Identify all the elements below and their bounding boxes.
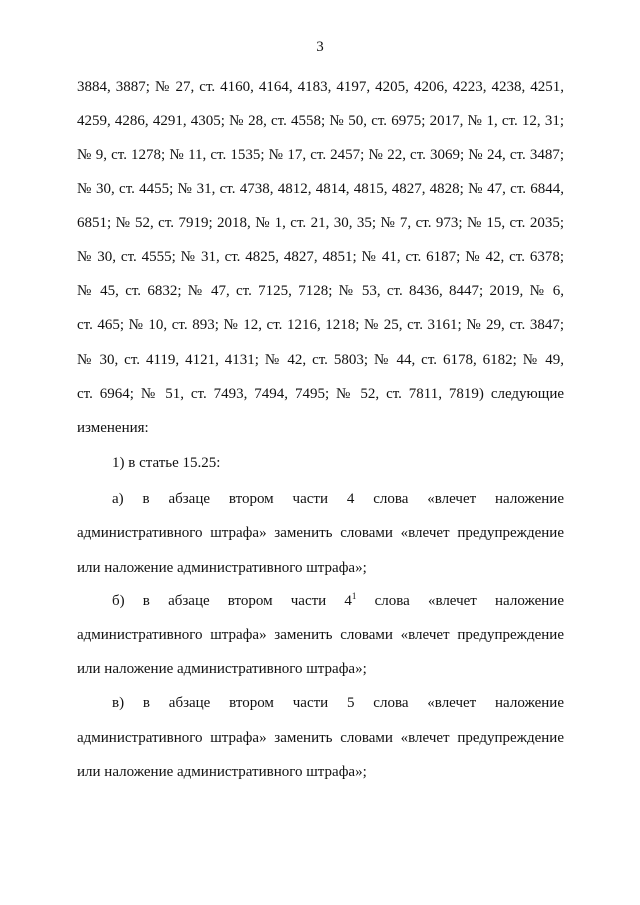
item-a-line-3: или наложение административного штрафа»; <box>77 560 367 576</box>
item-b-line-1 <box>112 591 564 611</box>
item-a-line-1: а) в абзаце втором части 4 слова «влечет наложение <box>112 491 564 507</box>
item-a-line-2: административного штрафа» заменить словами «влечет предупреждение <box>77 525 564 541</box>
body-line-1: 3884, 3887; № 27, ст. 4160, 4164, 4183, 4197, 4205, 4206, 4223, 4238, 4251, <box>77 79 564 95</box>
body-line-8: ст. 465; № 10, ст. 893; № 12, ст. 1216, 1218; № 25, ст. 3161; № 29, ст. 3847; <box>77 317 564 333</box>
body-line-3: № 9, ст. 1278; № 11, ст. 1535; № 17, ст. 2457; № 22, ст. 3069; № 24, ст. 3487; <box>77 147 564 163</box>
item-b-line-2: административного штрафа» заменить словами «влечет предупреждение <box>77 627 564 643</box>
body-line-10: ст. 6964; № 51, ст. 7493, 7494, 7495; № 52, ст. 7811, 7819) следующие <box>77 386 564 402</box>
item-b-line-1-after: слова «влечет наложение <box>356 593 564 609</box>
body-line-7: № 45, ст. 6832; № 47, ст. 7125, 7128; № 53, ст. 8436, 8447; 2019, № 6, <box>77 283 564 299</box>
body-line-5: 6851; № 52, ст. 7919; 2018, № 1, ст. 21, 30, 35; № 7, ст. 973; № 15, ст. 2035; <box>77 215 564 231</box>
body-line-9: № 30, ст. 4119, 4121, 4131; № 42, ст. 5803; № 44, ст. 6178, 6182; № 49, <box>77 352 564 368</box>
item-c-line-2: административного штрафа» заменить словами «влечет предупреждение <box>77 730 564 746</box>
item-c-line-1: в) в абзаце втором части 5 слова «влечет наложение <box>112 695 564 711</box>
body-line-4: № 30, ст. 4455; № 31, ст. 4738, 4812, 4814, 4815, 4827, 4828; № 47, ст. 6844, <box>77 181 564 197</box>
page-number: 3 <box>316 39 324 55</box>
body-line-6: № 30, ст. 4555; № 31, ст. 4825, 4827, 4851; № 41, ст. 6187; № 42, ст. 6378; <box>77 249 564 265</box>
body-line-2: 4259, 4286, 4291, 4305; № 28, ст. 4558; № 50, ст. 6975; 2017, № 1, ст. 12, 31; <box>77 113 564 129</box>
item-c-line-3: или наложение административного штрафа»; <box>77 764 367 780</box>
item-b-line-3: или наложение административного штрафа»; <box>77 661 367 677</box>
body-line-11: изменения: <box>77 420 149 436</box>
item-b-line-1-before: б) в абзаце втором части 4 <box>112 593 352 609</box>
item-b-superscript: 1 <box>351 591 357 601</box>
item-1: 1) в статье 15.25: <box>112 455 221 471</box>
